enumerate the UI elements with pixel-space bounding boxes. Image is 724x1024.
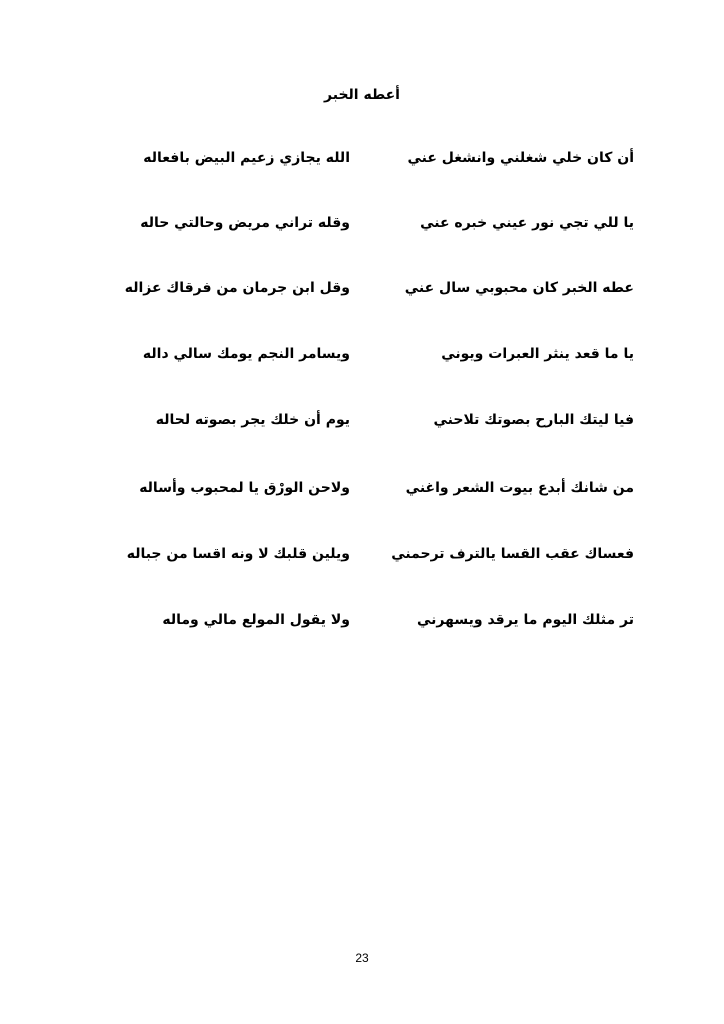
verse-row xyxy=(0,209,724,237)
verse-second-hemistich: الله يجازي زعيم البيض بافعاله xyxy=(143,150,350,166)
page-number: 23 xyxy=(355,951,369,965)
verse-first-hemistich: فيا ليتك البارح بصوتك تلاحني xyxy=(433,412,634,428)
verse-second-hemistich: ولا يقول المولع مالي وماله xyxy=(162,612,350,628)
verse-first-hemistich: فعساك عقب القسا يالترف ترحمني xyxy=(391,546,634,562)
verse-row xyxy=(0,144,724,172)
verse-second-hemistich: وقل ابن جرمان من فرقاك عزاله xyxy=(124,280,350,296)
verse-row xyxy=(0,274,724,302)
verse-second-hemistich: وقله تراني مريض وحالتي حاله xyxy=(140,215,350,231)
verse-second-hemistich: ولاحن الورْق يا لمحبوب وأساله xyxy=(139,480,350,496)
verse-second-hemistich: يوم أن خلك يجر بصوته لحاله xyxy=(155,412,350,428)
verse-row xyxy=(0,340,724,368)
poem-title: أعطه الخبر xyxy=(324,87,400,103)
verse-first-hemistich: يا ما قعد ينثر العبرات ويوني xyxy=(441,346,634,362)
verse-second-hemistich: ويسامر النجم يومك سالي داله xyxy=(142,346,350,362)
verse-row xyxy=(0,540,724,568)
verse-first-hemistich: أن كان خلي شغلني وانشغل عني xyxy=(407,150,634,166)
verse-row xyxy=(0,474,724,502)
verse-first-hemistich: يا للي تجي نور عيني خبره عني xyxy=(420,215,634,231)
verse-first-hemistich: تر مثلك اليوم ما يرقد ويسهرني xyxy=(417,612,634,628)
verse-row xyxy=(0,406,724,434)
verse-first-hemistich: عطه الخبر كان محبوبي سال عني xyxy=(404,280,634,296)
verse-row xyxy=(0,606,724,634)
verse-second-hemistich: ويلين قلبك لا ونه اقسا من جباله xyxy=(126,546,350,562)
verse-first-hemistich: من شانك أبدع بيوت الشعر واغني xyxy=(405,480,634,496)
